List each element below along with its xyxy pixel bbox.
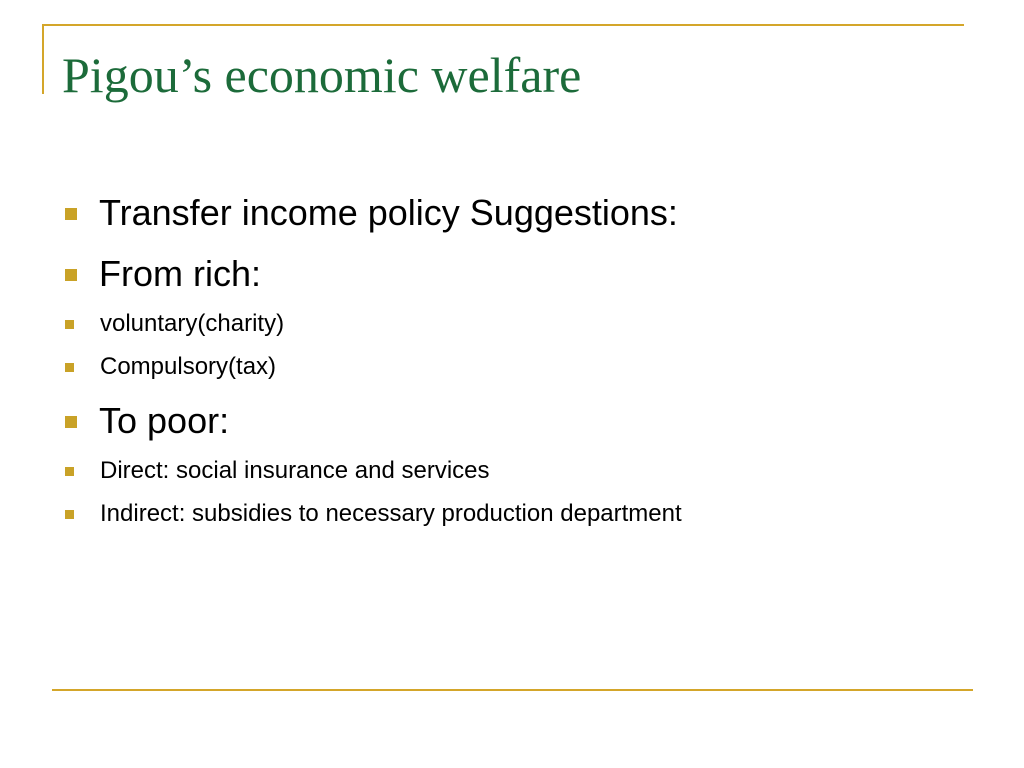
- top-rule: [42, 24, 964, 26]
- square-bullet-icon: [65, 269, 77, 281]
- bullet-text: Transfer income policy Suggestions:: [99, 192, 678, 233]
- bullet-text: To poor:: [99, 400, 230, 441]
- square-bullet-icon: [65, 467, 74, 476]
- bullet-text: voluntary(charity): [100, 310, 285, 337]
- left-rule: [42, 24, 44, 94]
- bullet-text: Direct: social insurance and services: [100, 457, 490, 484]
- bullet-text: Compulsory(tax): [100, 353, 277, 380]
- square-bullet-icon: [65, 320, 74, 329]
- square-bullet-icon: [65, 510, 74, 519]
- square-bullet-icon: [65, 416, 77, 428]
- bottom-rule: [52, 689, 973, 691]
- square-bullet-icon: [65, 363, 74, 372]
- slide-title: Pigou’s economic welfare: [62, 47, 582, 103]
- bullet-text: Indirect: subsidies to necessary production department: [100, 500, 682, 527]
- bullet-text: From rich:: [99, 253, 261, 294]
- square-bullet-icon: [65, 208, 77, 220]
